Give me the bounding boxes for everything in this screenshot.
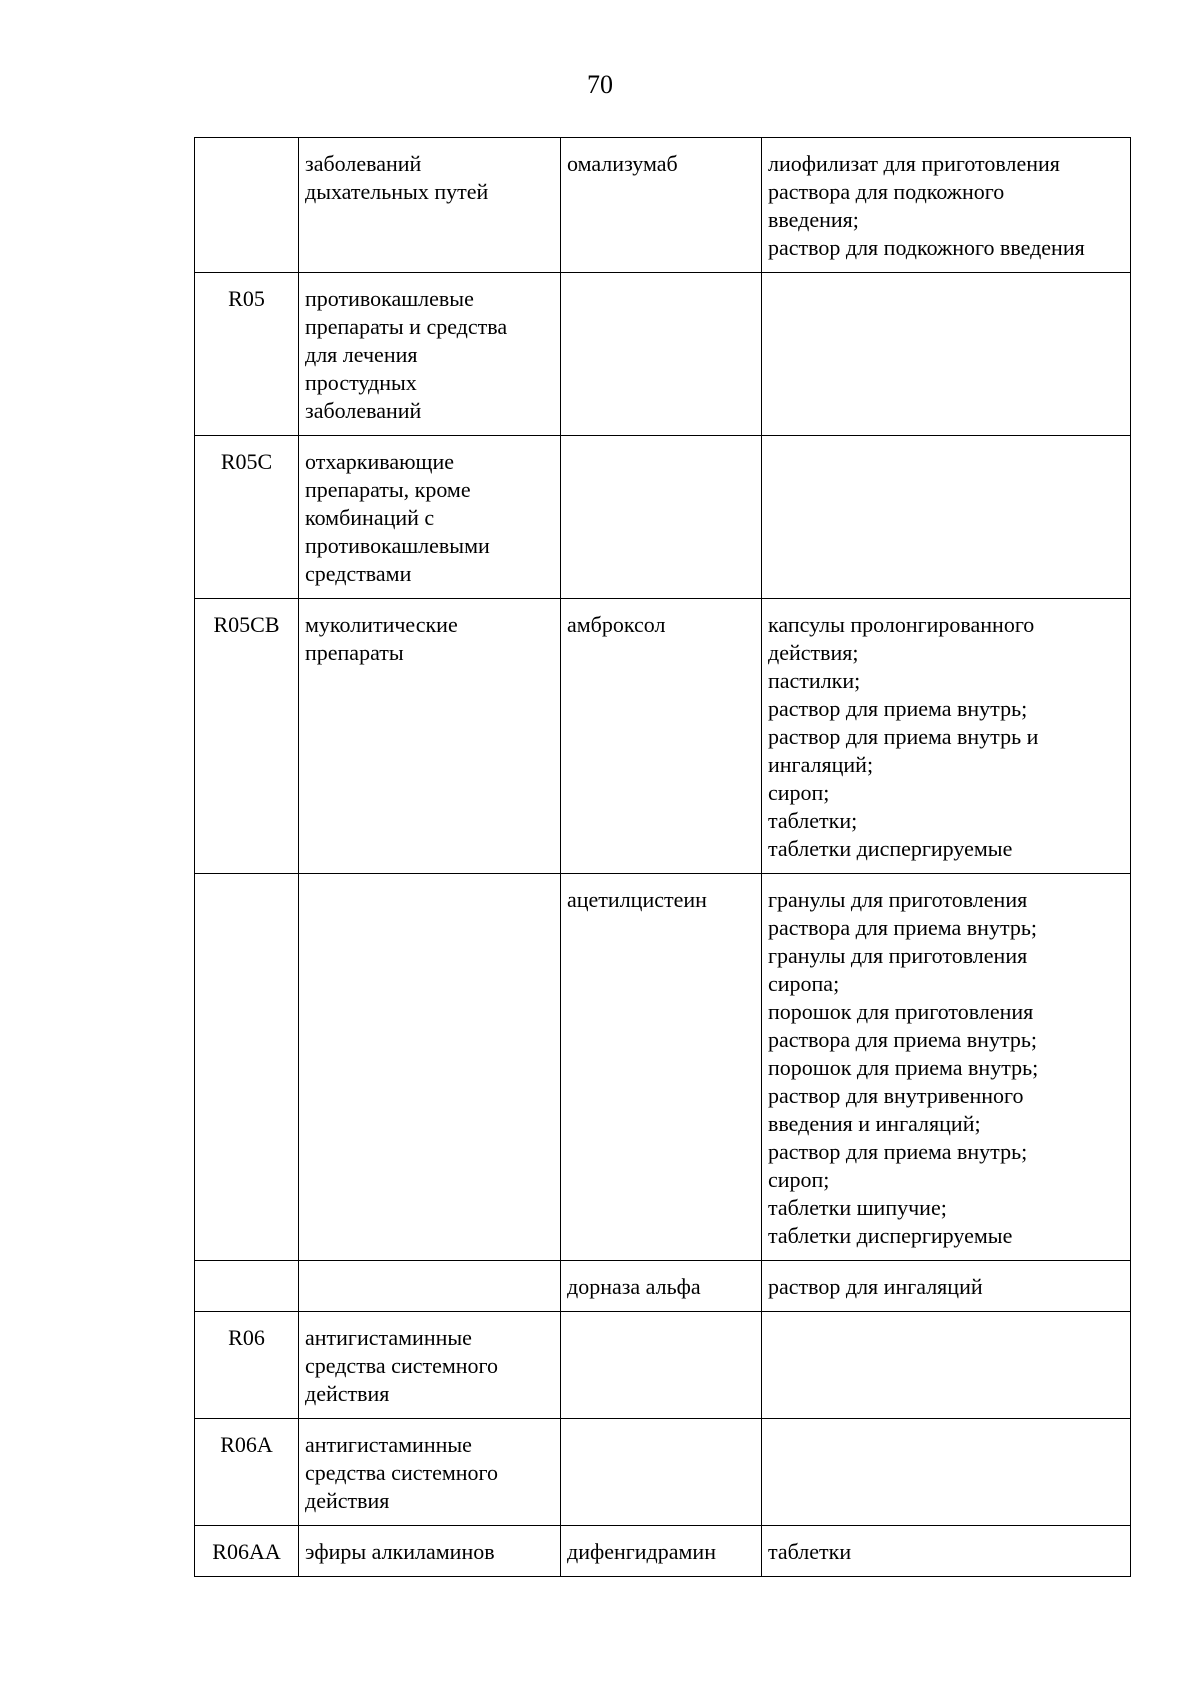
table-row xyxy=(195,599,1131,874)
atc-code-cell: R06A xyxy=(195,1419,299,1526)
dosage-forms-cell: гранулы для приготовления раствора для приема внутрь; гранулы для приготовления сиропа; порошок для приготовления раствора для приема внутрь; порошок для приема внутрь; раствор для внутривенного введения и ингаляций; раствор для приема внутрь; сироп; таблетки шипучие; таблетки диспергируемые xyxy=(762,874,1131,1261)
table-row xyxy=(195,1419,1131,1526)
substance-cell: дорназа альфа xyxy=(561,1261,762,1312)
drug-table xyxy=(194,137,1131,1577)
table-row xyxy=(195,273,1131,436)
group-cell: противокашлевые препараты и средства для лечения простудных заболеваний xyxy=(299,273,561,436)
atc-code-cell: R05 xyxy=(195,273,299,436)
group-cell: отхаркивающие препараты, кроме комбинаций с противокашлевыми средствами xyxy=(299,436,561,599)
group-cell: муколитические препараты xyxy=(299,599,561,874)
substance-cell: омализумаб xyxy=(561,138,762,273)
table-row xyxy=(195,1261,1131,1312)
dosage-forms-cell xyxy=(762,1419,1131,1526)
atc-code-cell: R06 xyxy=(195,1312,299,1419)
substance-cell xyxy=(561,273,762,436)
dosage-forms-cell xyxy=(762,1312,1131,1419)
substance-cell: ацетилцистеин xyxy=(561,874,762,1261)
table-row xyxy=(195,874,1131,1261)
substance-cell xyxy=(561,1312,762,1419)
table-row xyxy=(195,1312,1131,1419)
group-cell: эфиры алкиламинов xyxy=(299,1526,561,1577)
atc-code-cell: R06AA xyxy=(195,1526,299,1577)
atc-code-cell: R05CB xyxy=(195,599,299,874)
atc-code-cell: R05C xyxy=(195,436,299,599)
dosage-forms-cell: капсулы пролонгированного действия; пастилки; раствор для приема внутрь; раствор для приема внутрь и ингаляций; сироп; таблетки; таблетки диспергируемые xyxy=(762,599,1131,874)
dosage-forms-cell: раствор для ингаляций xyxy=(762,1261,1131,1312)
substance-cell: дифенгидрамин xyxy=(561,1526,762,1577)
group-cell xyxy=(299,1261,561,1312)
dosage-forms-cell: лиофилизат для приготовления раствора для подкожного введения; раствор для подкожного введения xyxy=(762,138,1131,273)
group-cell: антигистаминные средства системного действия xyxy=(299,1312,561,1419)
group-cell: антигистаминные средства системного действия xyxy=(299,1419,561,1526)
atc-code-cell xyxy=(195,138,299,273)
atc-code-cell xyxy=(195,874,299,1261)
table-row xyxy=(195,436,1131,599)
dosage-forms-cell xyxy=(762,273,1131,436)
dosage-forms-cell: таблетки xyxy=(762,1526,1131,1577)
table-row xyxy=(195,1526,1131,1577)
substance-cell: амброксол xyxy=(561,599,762,874)
substance-cell xyxy=(561,1419,762,1526)
page-number: 70 xyxy=(587,70,613,99)
atc-code-cell xyxy=(195,1261,299,1312)
group-cell: заболеваний дыхательных путей xyxy=(299,138,561,273)
table-row xyxy=(195,138,1131,273)
group-cell xyxy=(299,874,561,1261)
substance-cell xyxy=(561,436,762,599)
dosage-forms-cell xyxy=(762,436,1131,599)
